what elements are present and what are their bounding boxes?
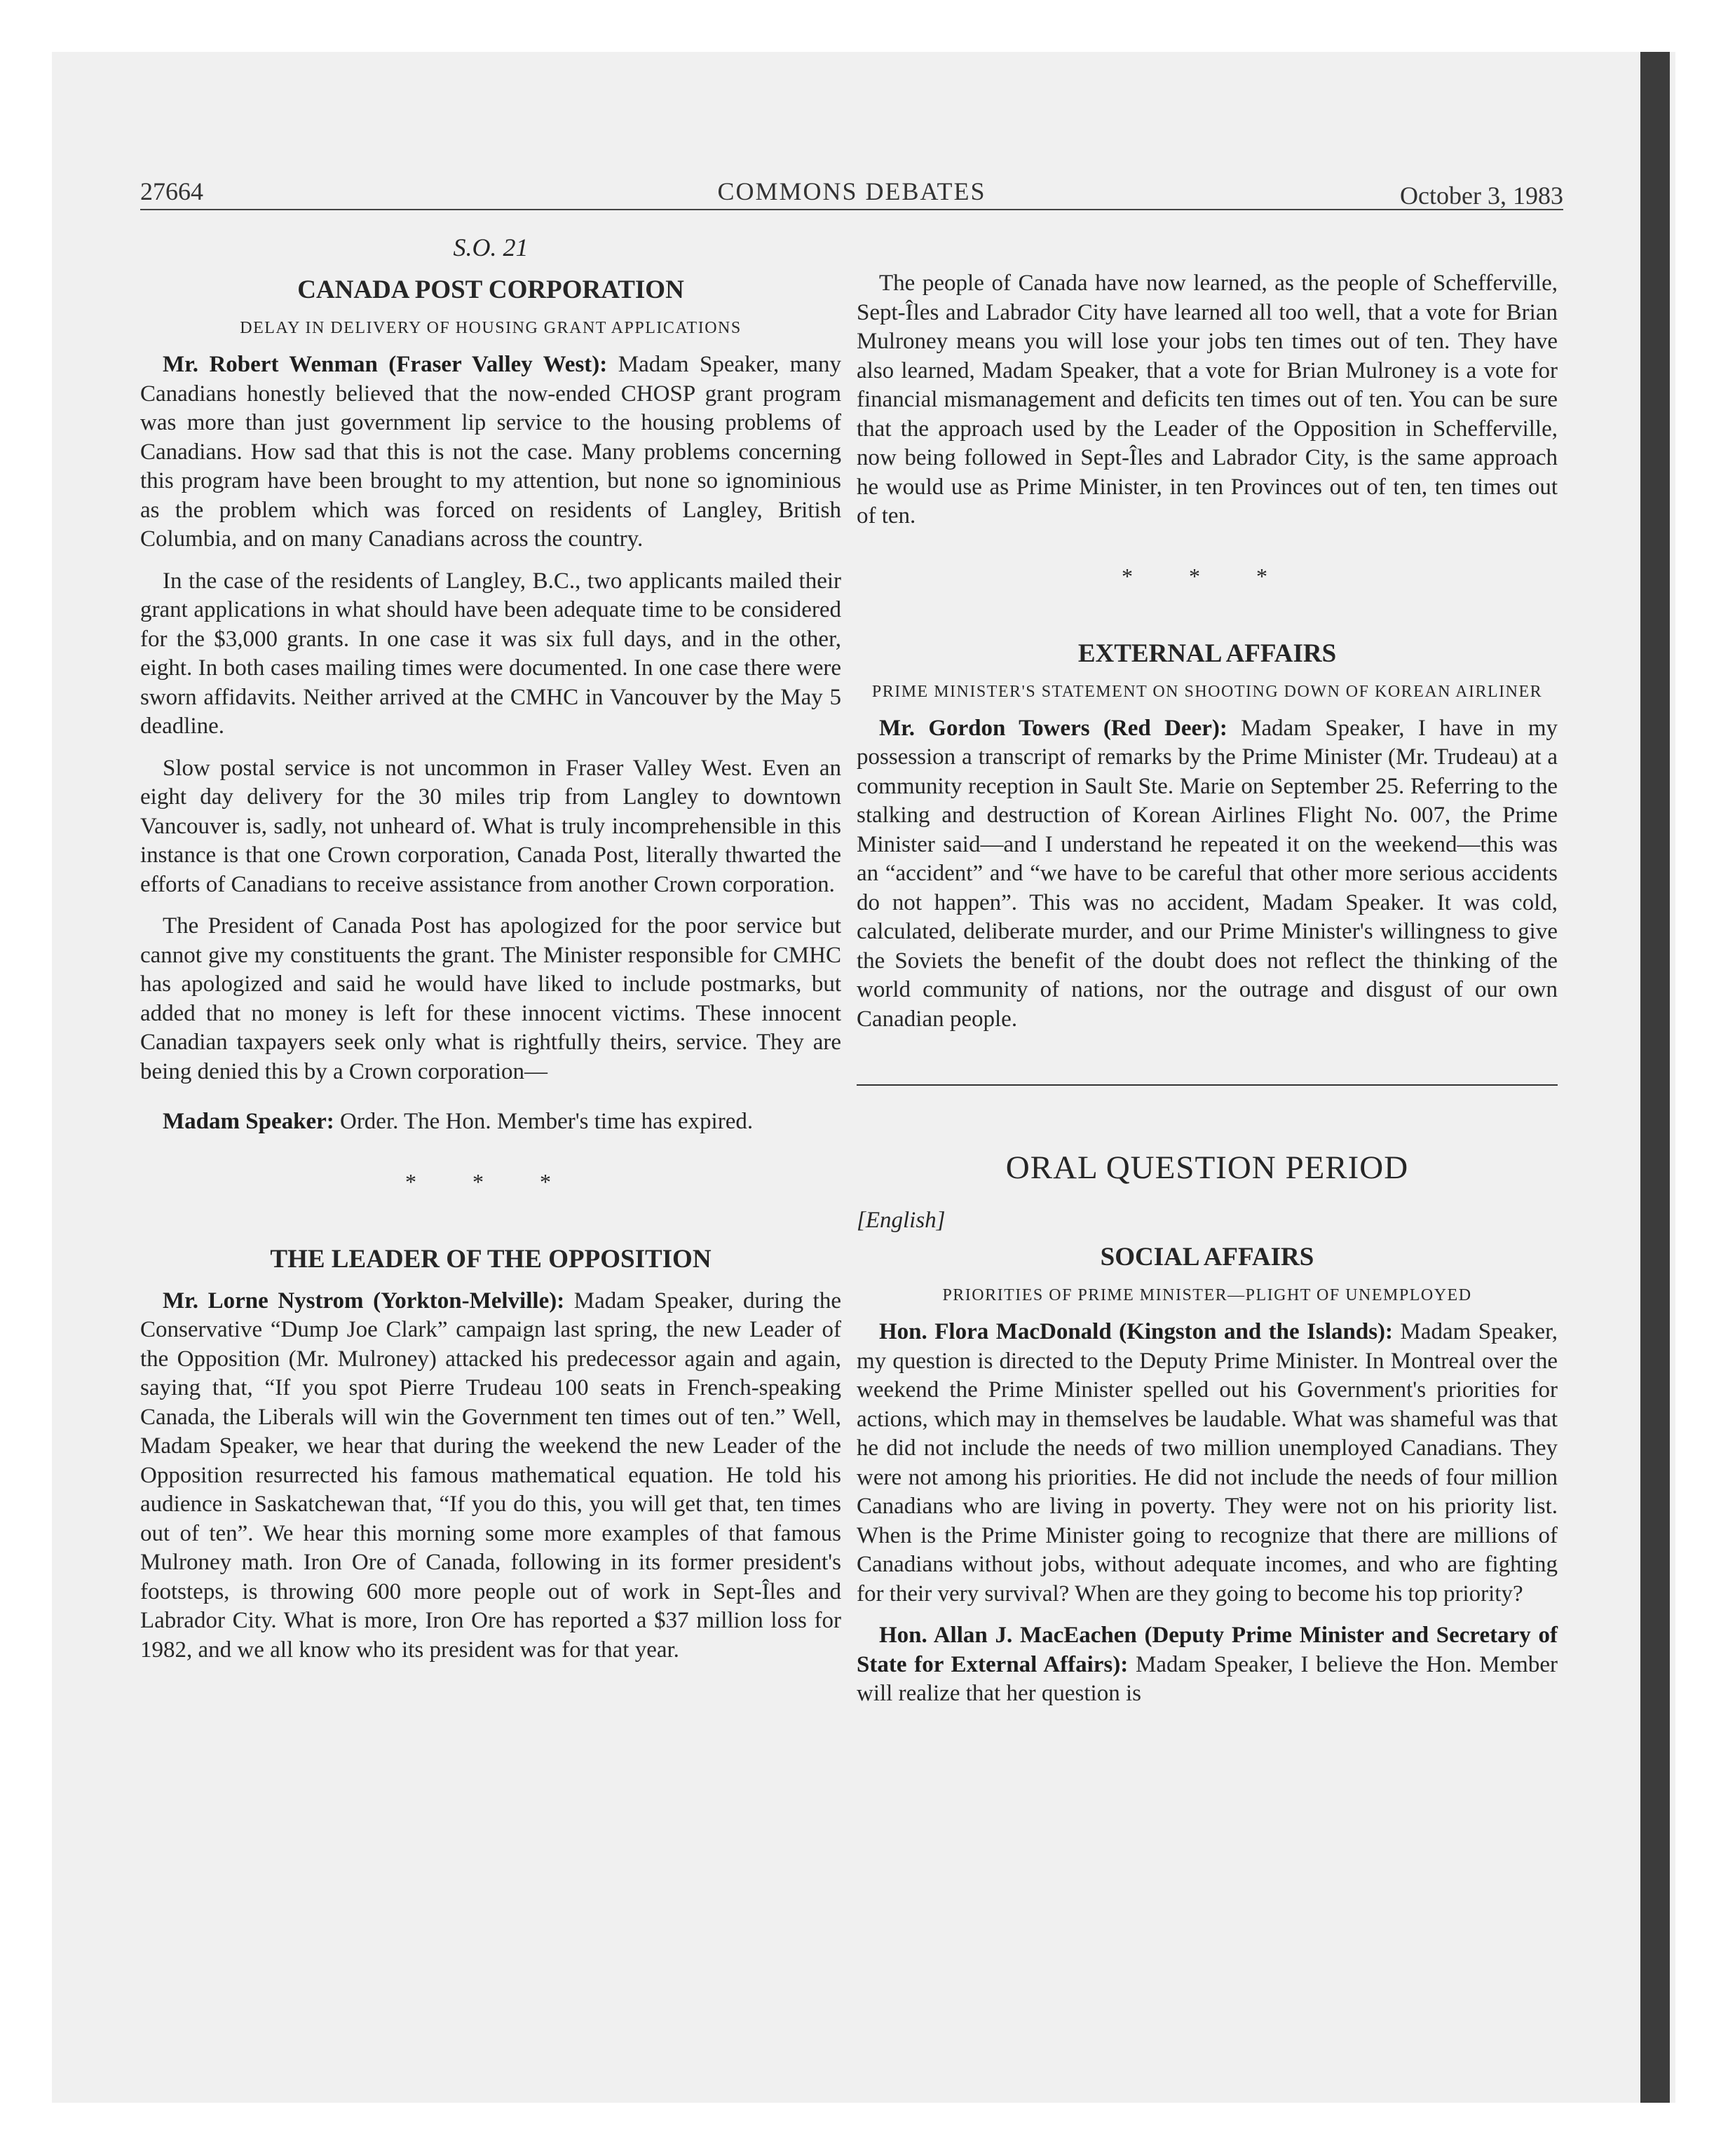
speech-text: Madam Speaker, I believe the Hon. Member will realize that her question is	[857, 1651, 1558, 1706]
paragraph: Slow postal service is not uncommon in Fraser Valley West. Even an eight day delivery for the 30 miles trip from Langley to downtown Vancouver is, sadly, not unheard of. What is truly incomprehensible in this instance is that one Crown corporation, Canada Post, literally thwarted the efforts of Canadians to receive assistance from another Crown corporation.	[140, 755, 841, 897]
speech-text: Madam Speaker, many Canadians honestly believed that the now-ended CHOSP grant program was more than just government lip service to the housing problems of Canadians. How sad that this is not the case. Many problems concerning this program have been brought to my attention, but none so ignominious as the problem which was forced on residents of Langley, British Columbia, and on many Canadians across the country.	[140, 352, 841, 552]
section-title: THE LEADER OF THE OPPOSITION	[270, 1244, 712, 1274]
section-title: SOCIAL AFFAIRS	[1100, 1243, 1314, 1271]
publication-date: October 3, 1983	[1400, 182, 1563, 210]
speech-text: Madam Speaker, I have in my possession a transcript of remarks by the Prime Minister (Mr. Trudeau) at a community reception in Sault Ste. Marie on September 25. Referring to the stalking and destruction of Korean Airlines Flight No. 007, the Prime Minister said—and I understand he repeated it on the weekend—this was an “accident” and “we have to be careful that other more serious accidents do not happen”. This was no accident, Madam Speaker. It was cold, calculated, deliberate murder, and our Prime Minister's willingness to give the Soviets the benefit of the doubt does not reflect the thinking of the world community of nations, nor the outrage and disgust of our own Canadian people.	[857, 715, 1558, 1032]
page-number: 27664	[140, 177, 203, 205]
section-separator: * * *	[405, 1168, 576, 1194]
scan-edge-shadow	[1640, 52, 1670, 2103]
speech-text: Order. The Hon. Member's time has expired.	[334, 1109, 754, 1134]
paragraph	[857, 714, 1558, 1035]
header-rule	[140, 209, 1563, 210]
speaker-name: Madam Speaker:	[163, 1109, 334, 1134]
paragraph: The President of Canada Post has apologized for the poor service but cannot give my constituents the grant. The Minister responsible for CMHC has apologized and said he would have liked to include postmarks, but added that no money is left for these innocent victims. These innocent Canadian taxpayers seek only what is rightfully theirs, service. They are being denied this by a Crown corporation—	[140, 913, 841, 1084]
section-subtitle: DELAY IN DELIVERY OF HOUSING GRANT APPLICATIONS	[240, 319, 742, 337]
speaker-name: Hon. Allan J. MacEachen (Deputy Prime Minister and Secretary of State for External Affairs):	[857, 1623, 1558, 1677]
section-subtitle: PRIORITIES OF PRIME MINISTER—PLIGHT OF UNEMPLOYED	[942, 1286, 1472, 1304]
major-heading: ORAL QUESTION PERIOD	[1005, 1149, 1409, 1186]
section-divider	[857, 1084, 1558, 1086]
page-header	[140, 177, 1563, 212]
section-title: EXTERNAL AFFAIRS	[1077, 639, 1337, 668]
publication-title: COMMONS DEBATES	[717, 177, 986, 205]
left-column	[140, 226, 841, 1677]
section-subtitle: PRIME MINISTER'S STATEMENT ON SHOOTING DOWN OF KOREAN AIRLINER	[871, 682, 1543, 701]
speech-text: Madam Speaker, my question is directed to the Deputy Prime Minister. In Montreal over the weekend the Prime Minister spelled out his Government's priorities for actions, which may in themselves be laudable. What was shameful was that he did not include the needs of two million unemployed Canadians. They were not among his priorities. He did not include the needs of four million Canadians who are living in poverty. They were not on his priority list. When is the Prime Minister going to recognize that there are millions of Canadians without jobs, without adequate incomes, and who are fighting for their very survival? When are they going to become his top priority?	[857, 1319, 1558, 1606]
paragraph	[140, 350, 841, 554]
section-title: CANADA POST CORPORATION	[297, 275, 684, 304]
paragraph	[857, 1621, 1558, 1709]
speaker-name: Hon. Flora MacDonald (Kingston and the Islands):	[879, 1319, 1394, 1344]
paragraph	[140, 1107, 841, 1137]
right-column	[857, 226, 1558, 1721]
speaker-name: Mr. Robert Wenman (Fraser Valley West):	[163, 352, 608, 377]
speaker-name: Mr. Gordon Towers (Red Deer):	[879, 715, 1227, 741]
speaker-name: Mr. Lorne Nystrom (Yorkton-Melville):	[163, 1288, 565, 1314]
speech-text: Madam Speaker, during the Conservative “Dump Joe Clark” campaign last spring, the new Leader of the Opposition (Mr. Mulroney) attacked his predecessor again and again, saying that, “If you spot Pierre Trudeau 100 seats in French-speaking Canada, the Liberals will win the Government ten times out of ten.” Well, Madam Speaker, we hear that during the weekend the new Leader of the Opposition resurrected his famous mathematical equation. He told his audience in Saskatchewan that, “If you do this, you will get that, ten times out of ten”. We hear this morning some more examples of that famous Mulroney math. Iron Ore of Canada, following in its former president's footsteps, is throwing 600 more people out of work in Sept-Îles and Labrador City. What is more, Iron Ore has reported a $37 million loss for 1982, and we all know who its president was for that year.	[140, 1288, 841, 1663]
paragraph: In the case of the residents of Langley, B.C., two applicants mailed their grant applications in what should have been adequate time to be considered for the $3,000 grants. In one case it was six full days, and in the other, eight. In both cases mailing times were documented. In one case there were sworn affidavits. Neither arrived at the CMHC in Vancouver by the May 5 deadline.	[140, 568, 841, 739]
paragraph	[140, 1287, 841, 1665]
standing-order-label: S.O. 21	[453, 233, 529, 261]
language-tag: [English]	[857, 1208, 946, 1233]
paragraph	[857, 1318, 1558, 1609]
paragraph: The people of Canada have now learned, as the people of Schefferville, Sept-Îles and Labrador City have learned all too well, that a vote for Brian Mulroney means you will lose your jobs ten times out of ten. They have also learned, Madam Speaker, that a vote for Brian Mulroney is a vote for financial mismanagement and deficits ten times out of ten. You can be sure that the approach used by the Leader of the Opposition in Schefferville, now being followed in Sept-Îles and Labrador City, is the same approach he would use as Prime Minister, in ten Provinces out of ten, ten times out of ten.	[857, 271, 1558, 528]
section-separator: * * *	[1122, 563, 1293, 589]
